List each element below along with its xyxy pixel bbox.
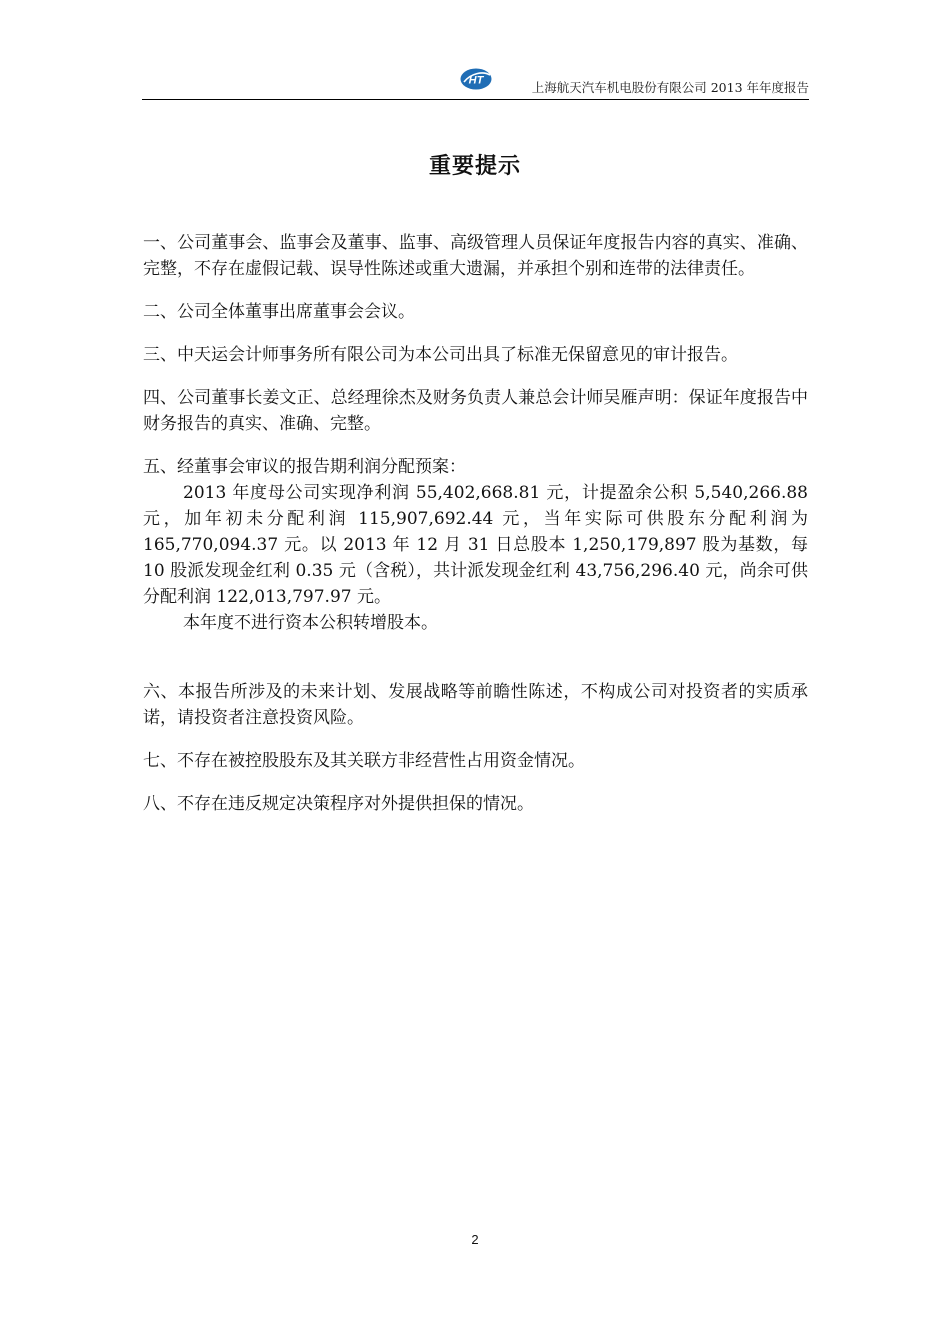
page-header bbox=[142, 64, 809, 100]
logo-lettering: HT bbox=[468, 74, 484, 87]
notice-item-3: 三、中天运会计师事务所有限公司为本公司出具了标准无保留意见的审计报告。 bbox=[143, 345, 738, 365]
capital-reserve-note: 本年度不进行资本公积转增股本。 bbox=[183, 613, 438, 633]
company-logo bbox=[459, 67, 493, 91]
page-number: 2 bbox=[471, 1232, 479, 1247]
header-divider bbox=[142, 99, 809, 100]
report-header-title: 上海航天汽车机电股份有限公司 2013 年年度报告 bbox=[531, 80, 809, 95]
profit-distribution-plan: 2013 年度母公司实现净利润 55,402,668.81 元，计提盈余公积 5,540,266.88 元，加年初未分配利润 115,907,692.44 元，当年实际可供股东分配利润为 165,770,094.37 元。以 2013 年 12 月 31 日总股本 1,250,179,897 股为基数，每 10 股派发现金红利 0.35 元（含税），共计派发现金红利 43,756,296.40 元，尚余可供分配利润 122,013,797.97 元。 bbox=[143, 483, 808, 607]
notice-item-5-heading: 五、经董事会审议的报告期利润分配预案： bbox=[143, 457, 466, 477]
notice-item-8: 八、不存在违反规定决策程序对外提供担保的情况。 bbox=[143, 794, 534, 814]
notice-item-2: 二、公司全体董事出席董事会会议。 bbox=[143, 302, 415, 322]
notice-body bbox=[143, 230, 808, 817]
notice-item-1: 一、公司董事会、监事会及董事、监事、高级管理人员保证年度报告内容的真实、准确、完整，不存在虚假记载、误导性陈述或重大遗漏，并承担个别和连带的法律责任。 bbox=[143, 233, 808, 279]
page-title: 重要提示 bbox=[428, 153, 521, 179]
notice-item-7: 七、不存在被控股股东及其关联方非经营性占用资金情况。 bbox=[143, 751, 585, 771]
notice-item-6: 六、本报告所涉及的未来计划、发展战略等前瞻性陈述，不构成公司对投资者的实质承诺，请投资者注意投资风险。 bbox=[143, 682, 808, 728]
notice-item-4: 四、公司董事长姜文正、总经理徐杰及财务负责人兼总会计师吴雁声明：保证年度报告中财务报告的真实、准确、完整。 bbox=[143, 388, 808, 434]
